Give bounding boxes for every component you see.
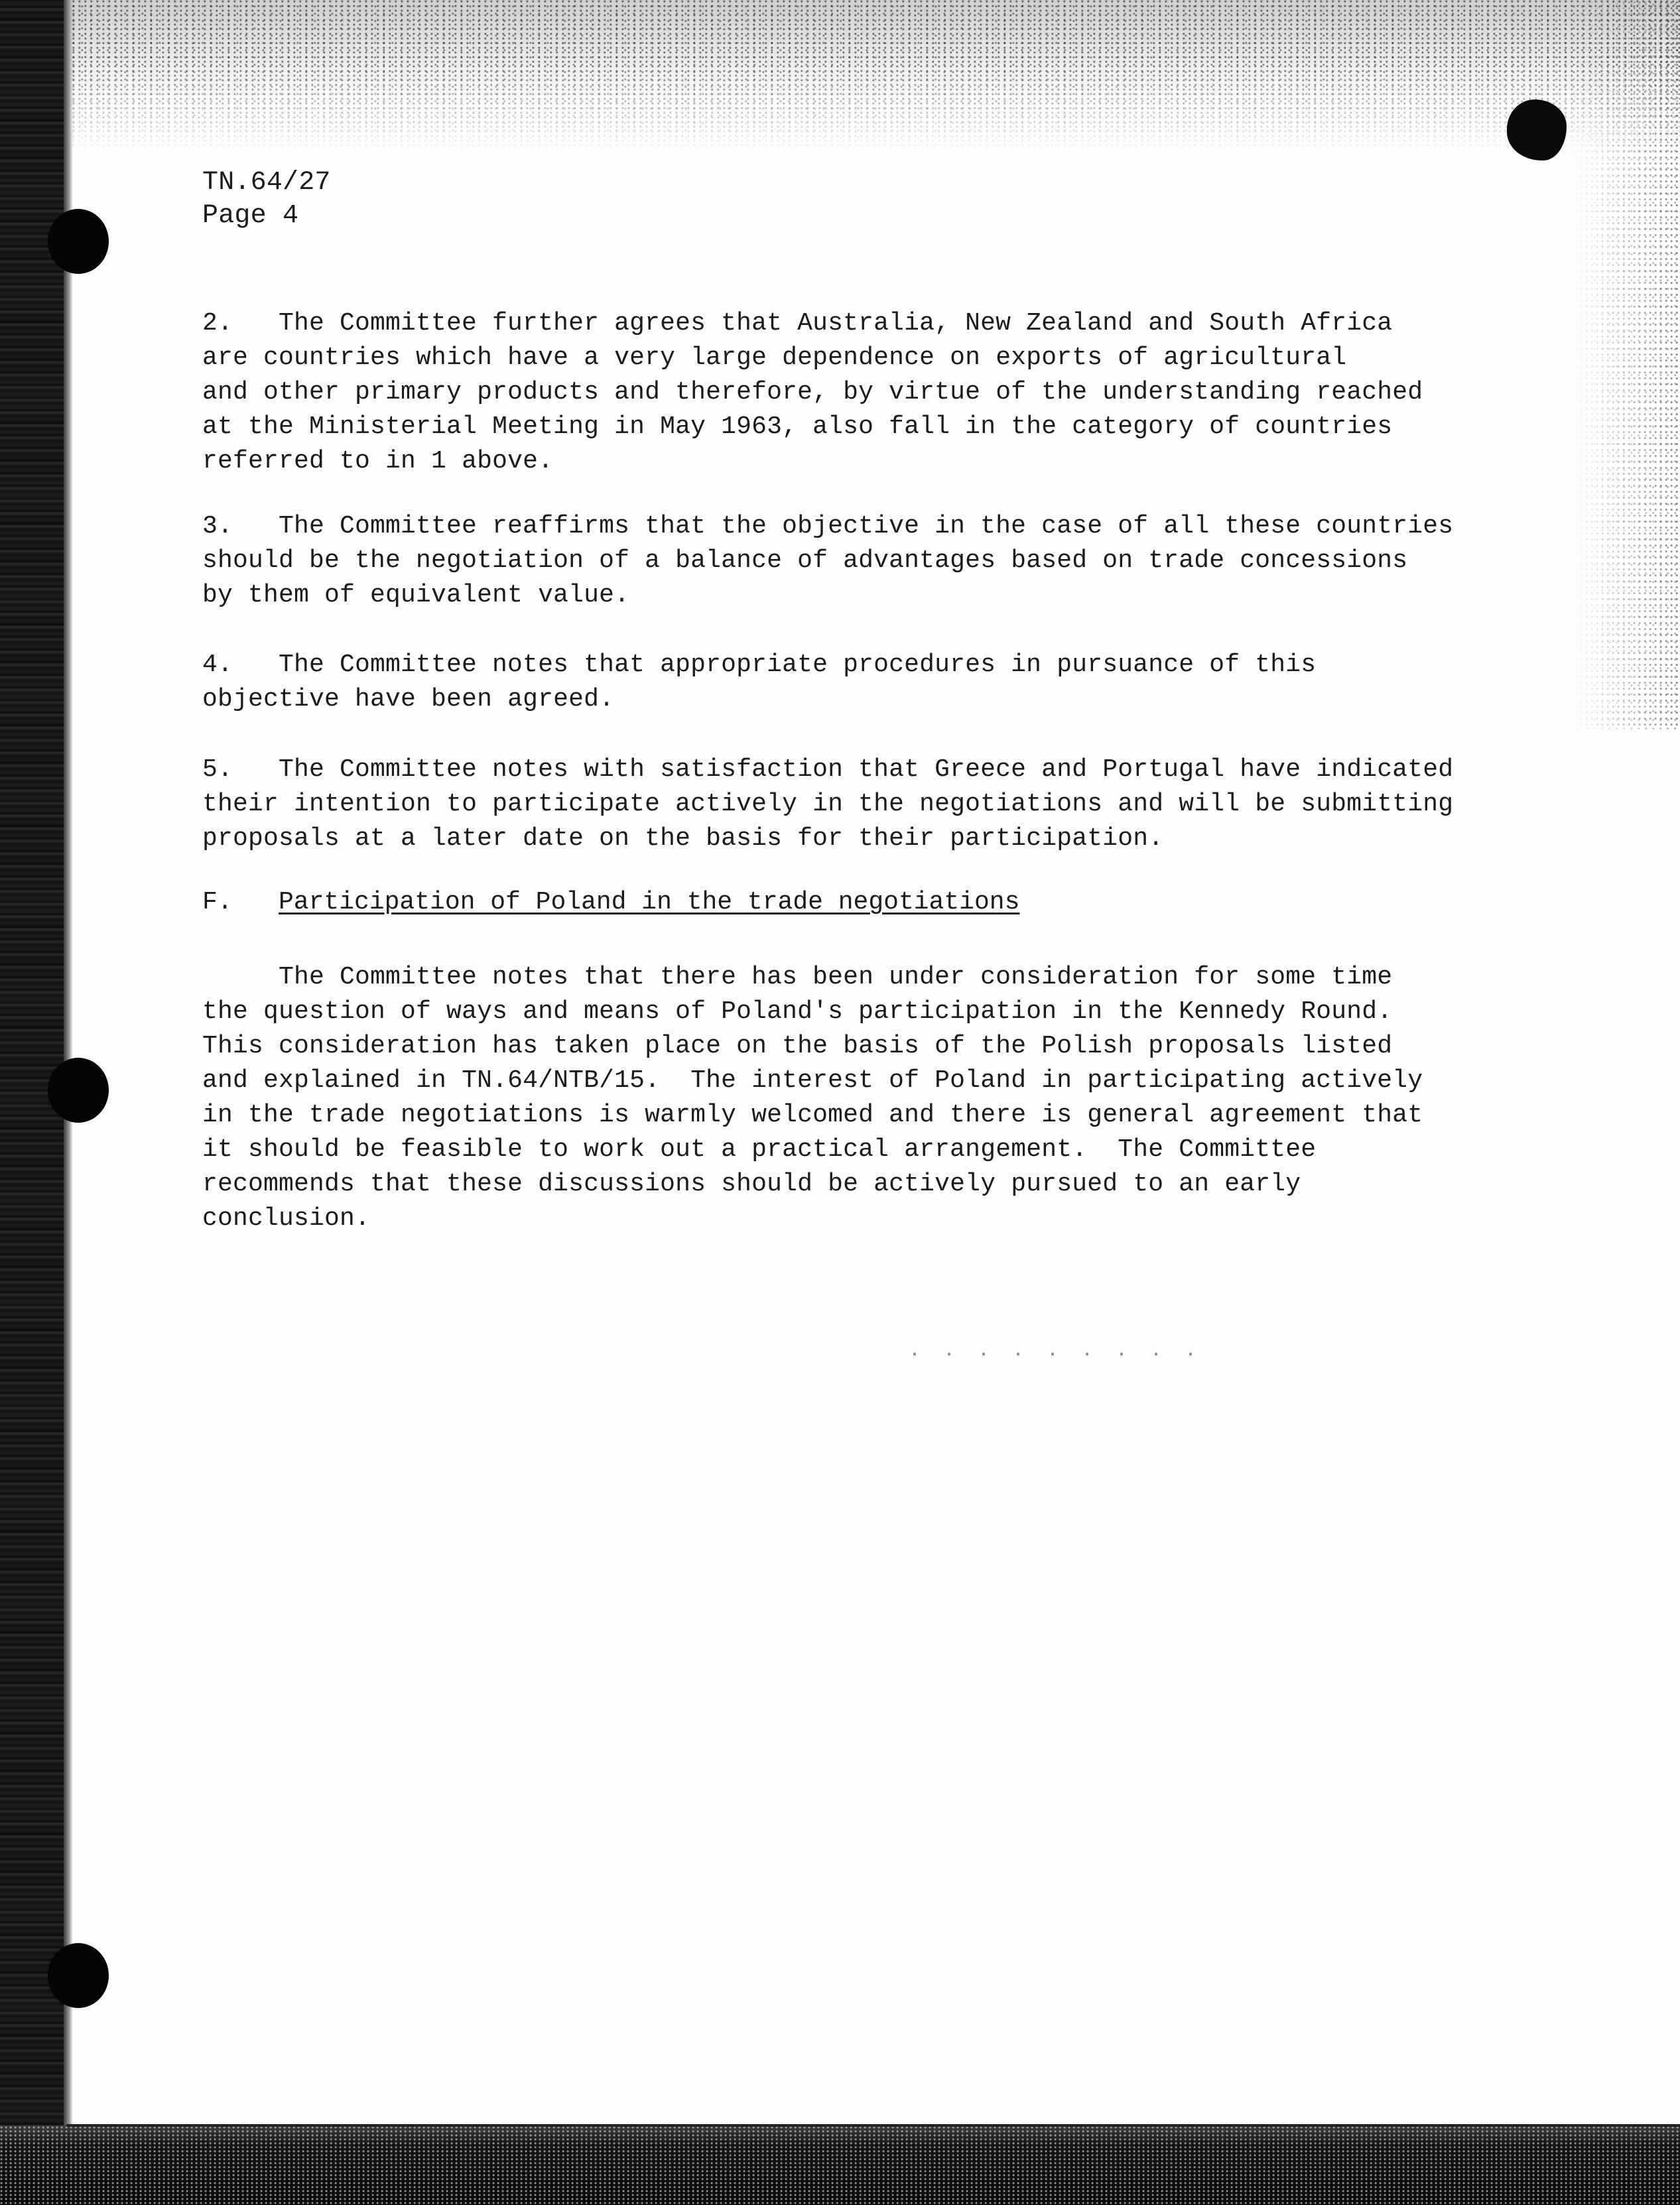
page-bottom-edge [66,2124,1680,2127]
paragraph-line: objective have been agreed. [202,685,615,714]
paragraph-line: This consideration has taken place on the basis of the Polish proposals listed [202,1032,1393,1060]
section-f-body [202,960,1423,1236]
paragraph-line: it should be feasible to work out a practical arrangement. The Committee [202,1135,1317,1164]
paragraph-line: by them of equivalent value. [202,581,630,609]
paragraph-3 [202,509,1453,613]
paragraph-line: and other primary products and therefore, by virtue of the understanding reached [202,378,1423,407]
paragraph-number: 5. [202,755,233,784]
paragraph-line: The Committee further agrees that Australia, New Zealand and South Africa [279,309,1393,338]
paragraph-4 [202,648,1316,717]
end-of-text-dots: . . . . . . . . . [909,1340,1202,1362]
paragraph-line: The Committee notes that there has been under consideration for some time [279,963,1393,991]
paragraph-5 [202,753,1453,856]
paragraph-line: their intention to participate actively in the negotiations and will be submitting [202,790,1454,818]
paragraph-line: proposals at a later date on the basis for their participation. [202,824,1164,853]
paragraph-line: The Committee notes that appropriate procedures in pursuance of this [279,651,1317,679]
page-number: Page 4 [202,201,299,231]
section-title: Participation of Poland in the trade negotiations [279,888,1020,916]
paragraph-2 [202,306,1423,479]
paragraph-line: at the Ministerial Meeting in May 1963, also fall in the category of countries [202,412,1393,441]
document-reference: TN.64/27 [202,168,331,198]
paragraph-line: conclusion. [202,1204,371,1233]
paragraph-line: should be the negotiation of a balance of advantages based on trade concessions [202,546,1408,575]
scan-noise-bottom [0,2125,1680,2205]
paragraph-line: referred to in 1 above. [202,447,554,475]
paragraph-line: recommends that these discussions should be actively pursued to an early [202,1170,1301,1198]
punch-hole-icon [48,209,109,274]
paragraph-line: The Committee reaffirms that the objective in the case of all these countries [279,512,1454,540]
scan-noise-right [1574,0,1680,729]
punch-hole-icon [48,1058,109,1123]
paragraph-line: the question of ways and means of Poland's participation in the Kennedy Round. [202,997,1393,1026]
section-f-heading [202,885,1019,920]
ink-blot [1507,99,1567,160]
paragraph-number: 2. [202,309,233,338]
paragraph-number: 4. [202,651,233,679]
paragraph-line: The Committee notes with satisfaction that Greece and Portugal have indicated [279,755,1454,784]
scan-noise-top [66,0,1680,153]
paragraph-line: in the trade negotiations is warmly welcomed and there is general agreement that [202,1101,1423,1129]
section-letter: F. [202,888,233,916]
paragraph-line: and explained in TN.64/NTB/15. The interest of Poland in participating actively [202,1066,1423,1095]
punch-hole-icon [48,1943,109,2008]
paragraph-line: are countries which have a very large dependence on exports of agricultural [202,344,1347,372]
paragraph-number: 3. [202,512,233,540]
